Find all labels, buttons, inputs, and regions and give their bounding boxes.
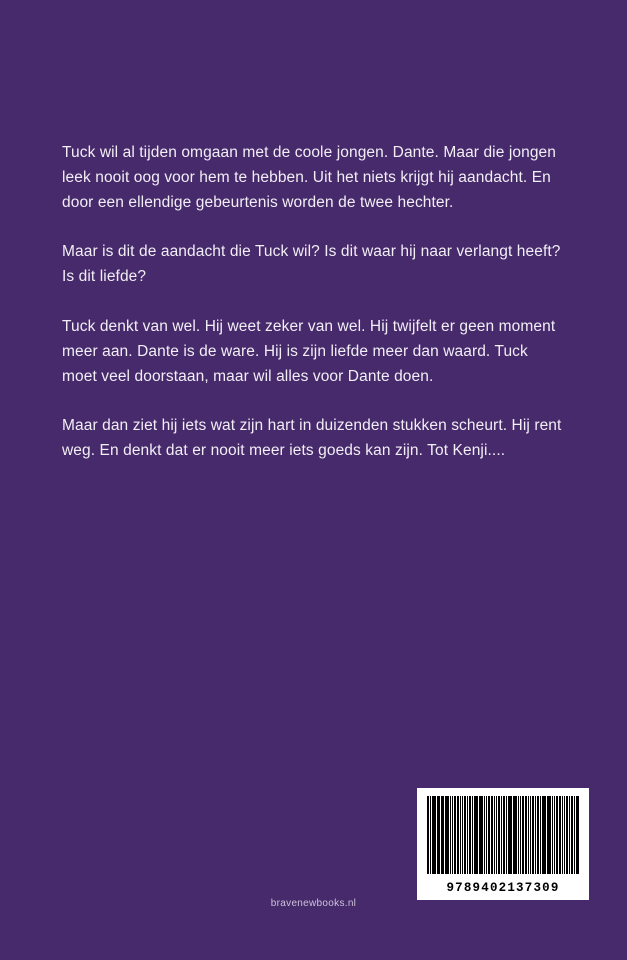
publisher-imprint: bravenewbooks.nl [270,898,357,909]
blurb-text-block [62,140,562,463]
blurb-paragraph-4: Maar dan ziet hij iets wat zijn hart in duizenden stukken scheurt. Hij rent weg. En denkt dat er nooit meer iets goeds kan zijn. Tot Kenji.... [62,416,562,459]
isbn-number: 9789402137309 [446,880,560,895]
isbn-barcode [417,788,589,900]
blurb-paragraph-2: Maar is dit de aandacht die Tuck wil? Is dit waar hij naar verlangt heeft? Is dit liefde? [62,243,561,286]
barcode-bar [577,796,579,874]
barcode-bars [427,796,579,874]
blurb-paragraph-3: Tuck denkt van wel. Hij weet zeker van wel. Hij twijfelt er geen moment meer aan. Dante is de ware. Hij is zijn liefde meer dan waard. Tuck moet veel doorstaan, maar wil alles voor Dante doen. [62,317,556,385]
blurb-paragraph-1: Tuck wil al tijden omgaan met de coole jongen. Dante. Maar die jongen leek nooit oog voor hem te hebben. Uit het niets krijgt hij aandacht. En door een ellendige gebeurtenis worden de twee hechter. [62,144,556,212]
